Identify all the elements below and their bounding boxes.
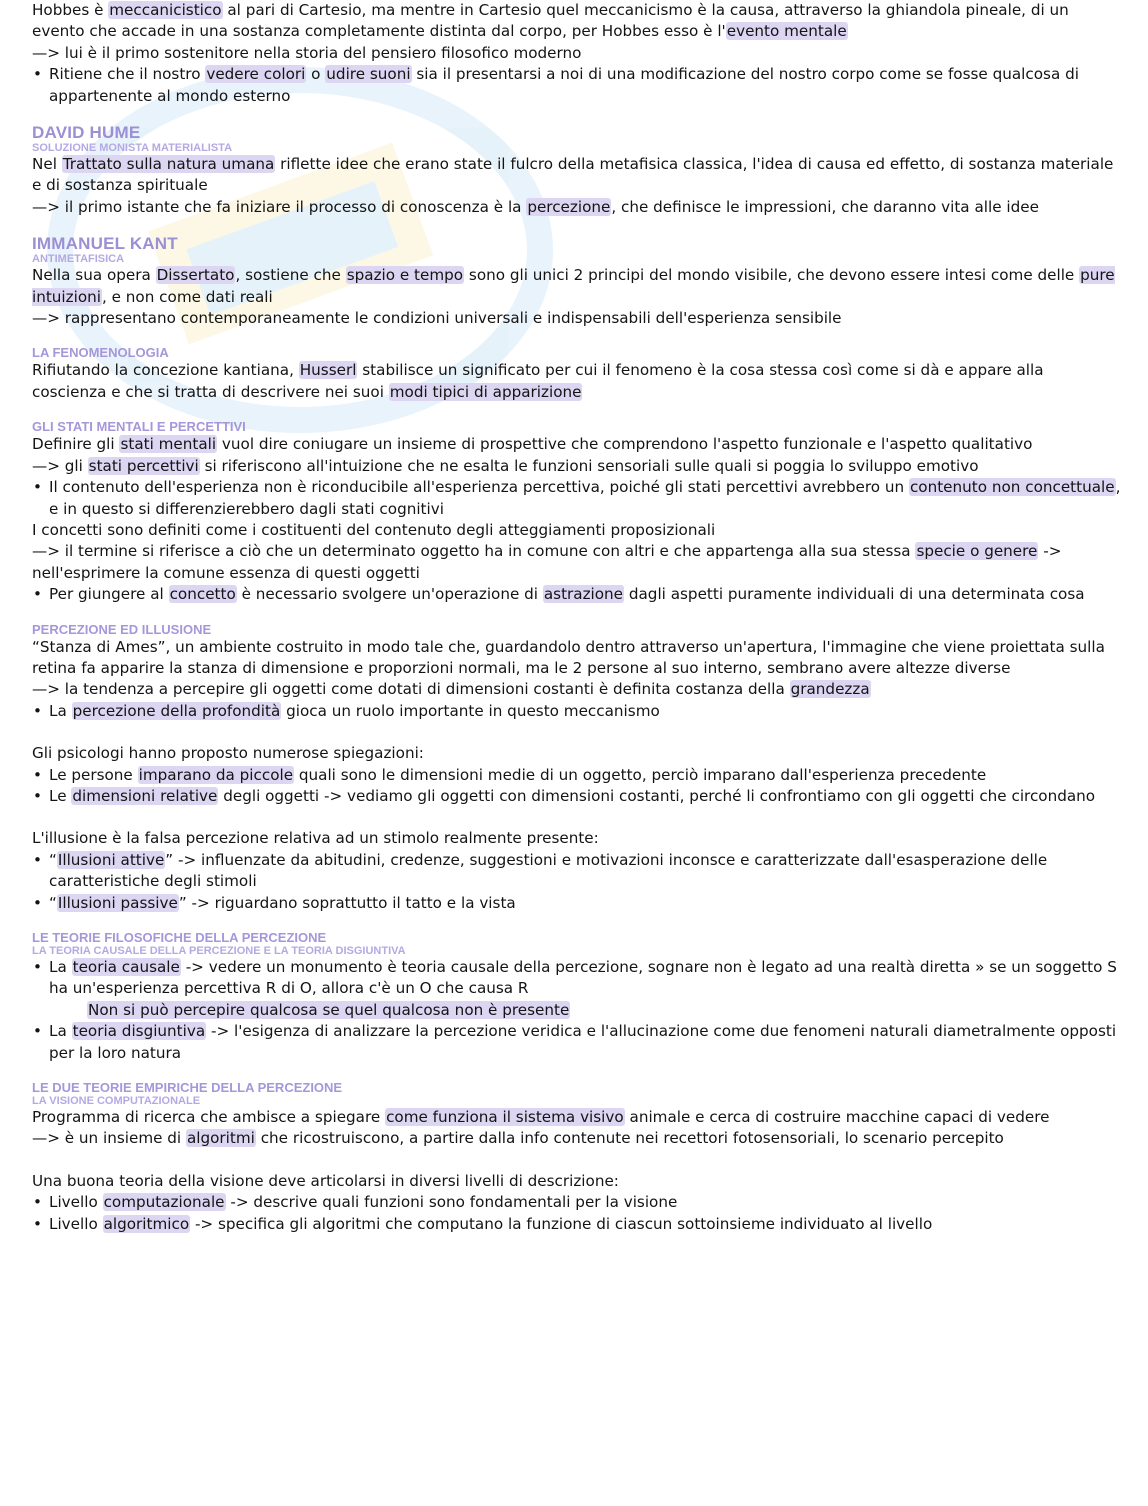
highlight: udire suoni — [326, 65, 411, 84]
paragraph: Definire gli stati mentali vuol dire coniugare un insieme di prospettive che comprendono l'aspetto funzionale e l'aspetto qualitativo — [32, 435, 1033, 454]
teorie-section — [32, 930, 1122, 1064]
paragraph: I concetti sono definiti come i costituenti del contenuto degli atteggiamenti proposizionali — [32, 520, 716, 539]
paragraph: —> il termine si riferisce a ciò che un determinato oggetto ha in comune con altri e che appartenga alla sua stessa specie o genere -> nell'esprimere la comune essenza di questi oggetti — [32, 542, 1062, 582]
highlight: algoritmi — [186, 1129, 255, 1148]
highlight: Dissertato — [156, 266, 235, 285]
paragraph: Nella sua opera Dissertato, sostiene che spazio e tempo sono gli unici 2 principi del mondo visibile, che devono essere intesi come delle pure intuizioni, e non come dati reali — [32, 266, 1115, 306]
highlight: teoria disgiuntiva — [72, 1022, 206, 1041]
section-subtitle: SOLUZIONE MONISTA MATERIALISTA — [32, 142, 233, 155]
highlight: Illusioni attive — [57, 850, 165, 869]
highlight: Non si può percepire qualcosa se quel qualcosa non è presente — [88, 1000, 570, 1019]
highlight: grandezza — [790, 680, 870, 699]
paragraph: Gli psicologi hanno proposto numerose spiegazioni: — [32, 744, 424, 763]
paragraph: —> la tendenza a percepire gli oggetti come dotati di dimensioni costanti è definita costanza della grandezza — [32, 680, 870, 699]
bullet: • La teoria disgiuntiva -> l'esigenza di analizzare la percezione veridica e l'allucinazione come due fenomeni naturali diametralmente opposti per la loro natura — [32, 1021, 1122, 1064]
paragraph: “Stanza di Ames”, un ambiente costruito in modo tale che, guardandolo dentro attraverso un'apertura, l'immagine che viene proiettata sulla retina fa apparire la stanza di dimensione e proporzioni normali, ma le 2 persone al suo interno, sembrano avere altezze diverse — [32, 637, 1105, 677]
highlight: pure intuizioni — [32, 266, 1115, 306]
paragraph: —> il primo istante che fa iniziare il processo di conoscenza è la percezione, che definisce le impressioni, che daranno vita alle idee — [32, 197, 1039, 216]
document-page — [32, 0, 1122, 1235]
bullet: • “Illusioni attive” -> influenzate da abitudini, credenze, suggestioni e motivazioni inconsce e caratterizzate dall'esasperazione delle caratteristiche degli stimoli — [32, 850, 1122, 893]
bullet: • Per giungere al concetto è necessario svolgere un'operazione di astrazione dagli aspetti puramente individuali di una determinata cosa — [32, 584, 1122, 605]
paragraph: —> rappresentano contemporaneamente le condizioni universali e indispensabili dell'esperienza sensibile — [32, 309, 842, 328]
highlight: computazionale — [103, 1193, 225, 1212]
highlight: Trattato sulla natura umana — [62, 155, 275, 174]
highlight: imparano da piccole — [138, 765, 294, 784]
paragraph: L'illusione è la falsa percezione relativa ad un stimolo realmente presente: — [32, 829, 599, 848]
section-title: DAVID HUME — [32, 123, 141, 143]
empiriche-section — [32, 1080, 1122, 1235]
highlight: concetto — [169, 585, 236, 604]
highlight: come funziona il sistema visivo — [386, 1108, 624, 1127]
hume-section — [32, 123, 1122, 218]
intro-paragraph: Hobbes è meccanicistico al pari di Cartesio, ma mentre in Cartesio quel meccanicismo è la causa, attraverso la ghiandola pineale, di un evento che accade in una sostanza completamente distinta dal corpo, per Hobbes esso è l'evento mentale — [32, 1, 1069, 41]
percezione-section — [32, 622, 1122, 914]
highlight: stati percettivi — [88, 456, 199, 475]
highlight: vedere colori — [206, 65, 306, 84]
paragraph: Nel Trattato sulla natura umana riflette idee che erano state il fulcro della metafisica classica, l'idea di causa ed effetto, di sostanza materiale e di sostanza spirituale — [32, 155, 1114, 195]
paragraph: Programma di ricerca che ambisce a spiegare come funziona il sistema visivo animale e cerca di costruire macchine capaci di vedere — [32, 1108, 1050, 1127]
highlight: stati mentali — [120, 435, 217, 454]
bullet: • La teoria causale -> vedere un monumento è teoria causale della percezione, sognare non è legato ad una realtà diretta » se un soggetto S ha un'esperienza percettiva R di O, allora c'è un O che causa R — [32, 957, 1122, 1000]
bullet: • Livello computazionale -> descrive quali funzioni sono fondamentali per la visione — [32, 1192, 1122, 1213]
bullet: • Il contenuto dell'esperienza non è riconducibile all'esperienza percettiva, poiché gli stati percettivi avrebbero un contenuto non concettuale, e in questo si differenzierebbero dagli stati cognitivi — [32, 477, 1122, 520]
highlight: spazio e tempo — [346, 266, 464, 285]
paragraph: —> è un insieme di algoritmi che ricostruiscono, a partire dalla info contenute nei recettori fotosensoriali, lo scenario percepito — [32, 1129, 1004, 1148]
highlight: dimensioni relative — [72, 786, 218, 805]
bullet: • Le dimensioni relative degli oggetti -> vediamo gli oggetti con dimensioni costanti, perché li confrontiamo con gli oggetti che circondano — [32, 786, 1122, 807]
highlight: algoritmico — [103, 1214, 190, 1233]
highlight: contenuto non concettuale — [909, 478, 1115, 497]
section-subtitle: LA VISIONE COMPUTAZIONALE — [32, 1095, 201, 1108]
intro-section — [32, 0, 1122, 107]
highlight: evento mentale — [726, 22, 847, 41]
section-title: LE TEORIE FILOSOFICHE DELLA PERCEZIONE — [32, 930, 327, 945]
section-title: LE DUE TEORIE EMPIRICHE DELLA PERCEZIONE — [32, 1080, 343, 1096]
fenomenologia-section — [32, 345, 1122, 403]
paragraph: Una buona teoria della visione deve articolarsi in diversi livelli di descrizione: — [32, 1171, 619, 1190]
section-title: GLI STATI MENTALI E PERCETTIVI — [32, 419, 246, 435]
highlight: Illusioni passive — [57, 893, 178, 912]
bullet: • La percezione della profondità gioca un ruolo importante in questo meccanismo — [32, 701, 1122, 722]
section-title: PERCEZIONE ED ILLUSIONE — [32, 621, 212, 637]
bullet: • Livello algoritmico -> specifica gli algoritmi che computano la funzione di ciascun sottoinsieme individuato al livello — [32, 1214, 1122, 1235]
indented-note — [32, 1000, 1122, 1021]
highlight: modi tipici di apparizione — [389, 382, 582, 401]
highlight: specie o genere — [916, 542, 1038, 561]
paragraph: —> gli stati percettivi si riferiscono all'intuizione che ne esalta le funzioni sensoriali sulle quali si poggia lo sviluppo emotivo — [32, 456, 979, 475]
highlight: teoria causale — [72, 958, 180, 976]
highlight: percezione — [527, 197, 611, 216]
intro-arrow-line: —> lui è il primo sostenitore nella storia del pensiero filosofico moderno — [32, 43, 582, 62]
kant-section — [32, 234, 1122, 329]
section-title: IMMANUEL KANT — [32, 234, 178, 254]
bullet: • “Illusioni passive” -> riguardano soprattutto il tatto e la vista — [32, 893, 1122, 914]
highlight: astrazione — [543, 585, 624, 604]
section-subtitle: LA TEORIA CAUSALE DELLA PERCEZIONE E LA TEORIA DISGIUNTIVA — [32, 945, 406, 957]
section-title: LA FENOMENOLOGIA — [32, 345, 169, 361]
paragraph: Rifiutando la concezione kantiana, Husserl stabilisce un significato per cui il fenomeno è la cosa stessa così come si dà e appare alla coscienza e che si tratta di descrivere nei suoi modi tipici di apparizione — [32, 361, 1044, 401]
section-subtitle: ANTIMETAFISICA — [32, 253, 125, 266]
highlight: percezione della profondità — [72, 701, 281, 720]
stati-section — [32, 419, 1122, 605]
highlight: Husserl — [299, 361, 357, 380]
bullet: • Le persone imparano da piccole quali sono le dimensioni medie di un oggetto, perciò imparano dall'esperienza precedente — [32, 765, 1122, 786]
highlight: meccanicistico — [109, 1, 222, 19]
intro-bullet: • Ritiene che il nostro vedere colori o udire suoni sia il presentarsi a noi di una modificazione del nostro corpo come se fosse qualcosa di appartenente al mondo esterno — [32, 64, 1122, 107]
